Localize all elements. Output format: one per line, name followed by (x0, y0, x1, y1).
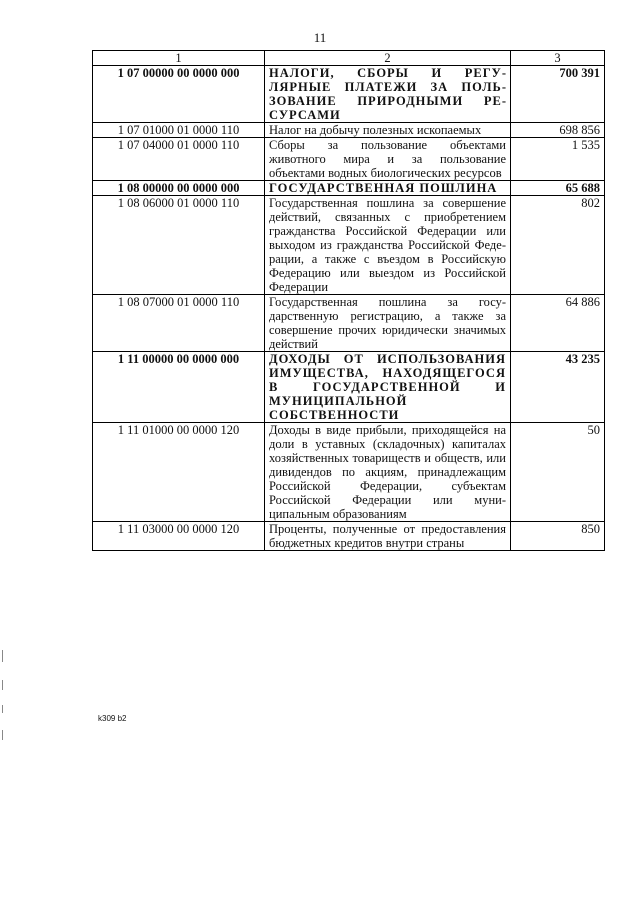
row-amount-cell: 700 391 (511, 66, 605, 123)
row-code-cell: 1 08 06000 01 0000 110 (93, 196, 265, 295)
table-row (93, 196, 605, 295)
revenue-table (92, 50, 605, 551)
row-amount-cell: 850 (511, 522, 605, 551)
column-header-code: 1 (93, 51, 265, 66)
row-code-cell: 1 08 00000 00 0000 000 (93, 181, 265, 196)
row-amount-cell: 698 856 (511, 123, 605, 138)
table-row (93, 423, 605, 522)
table-row (93, 295, 605, 352)
table-row (93, 66, 605, 123)
row-name-cell: Сборы за пользование объектами животного мира и за пользование объектами водных биологических ресурсов (265, 138, 511, 181)
table-row (93, 352, 605, 423)
row-code-cell: 1 08 07000 01 0000 110 (93, 295, 265, 352)
row-code-cell: 1 11 00000 00 0000 000 (93, 352, 265, 423)
row-code-cell: 1 11 01000 00 0000 120 (93, 423, 265, 522)
row-name-cell: Государственная пошлина за государственную регистрацию, а также за совершение прочих юридически значимых действий (265, 295, 511, 352)
scan-edge-mark (2, 730, 3, 740)
table-body (93, 66, 605, 551)
table-row (93, 181, 605, 196)
row-name-cell: Проценты, полученные от предоставления бюджетных кредитов внутри страны (265, 522, 511, 551)
column-header-name: 2 (265, 51, 511, 66)
row-code-cell: 1 11 03000 00 0000 120 (93, 522, 265, 551)
table-row (93, 522, 605, 551)
page-number: 11 (313, 30, 327, 45)
scan-edge-mark (2, 650, 3, 662)
row-name-cell: Государственная пошлина за совершение действий, связанных с приобретением гражданства Российской Федерации или выходом из гражданства Российской Федерации, а также с въездом в Российскую Федерацию или выездом из Российской Федерации (265, 196, 511, 295)
row-name-cell: НАЛОГИ, СБОРЫ И РЕГУЛЯРНЫЕ ПЛАТЕЖИ ЗА ПОЛЬЗОВАНИЕ ПРИРОДНЫМИ РЕСУРСАМИ (265, 66, 511, 123)
row-code-cell: 1 07 01000 01 0000 110 (93, 123, 265, 138)
row-amount-cell: 802 (511, 196, 605, 295)
row-name-cell: ГОСУДАРСТВЕННАЯ ПОШЛИНА (265, 181, 511, 196)
row-code-cell: 1 07 04000 01 0000 110 (93, 138, 265, 181)
scan-edge-mark (2, 680, 3, 690)
column-header-amount: 3 (511, 51, 605, 66)
row-name-cell: Налог на добычу полезных ископаемых (265, 123, 511, 138)
row-amount-cell: 1 535 (511, 138, 605, 181)
row-amount-cell: 64 886 (511, 295, 605, 352)
row-code-cell: 1 07 00000 00 0000 000 (93, 66, 265, 123)
row-amount-cell: 65 688 (511, 181, 605, 196)
row-name-cell: Доходы в виде прибыли, приходящейся на доли в уставных (складочных) капиталах хозяйственных товариществ и обществ, или дивидендов по акциям, принадлежащим Российской Федерации, субъектам Российской Федерации или муниципальным образованиям (265, 423, 511, 522)
table-header-row (93, 51, 605, 66)
row-amount-cell: 50 (511, 423, 605, 522)
scan-edge-mark (2, 705, 3, 713)
row-amount-cell: 43 235 (511, 352, 605, 423)
table-row (93, 138, 605, 181)
row-name-cell: ДОХОДЫ ОТ ИСПОЛЬЗОВАНИЯ ИМУЩЕСТВА, НАХОДЯЩЕГОСЯ В ГОСУДАРСТВЕННОЙ И МУНИЦИПАЛЬНОЙ СОБСТВЕННОСТИ (265, 352, 511, 423)
table-row (93, 123, 605, 138)
footer-document-code: k309 b2 (98, 714, 127, 723)
